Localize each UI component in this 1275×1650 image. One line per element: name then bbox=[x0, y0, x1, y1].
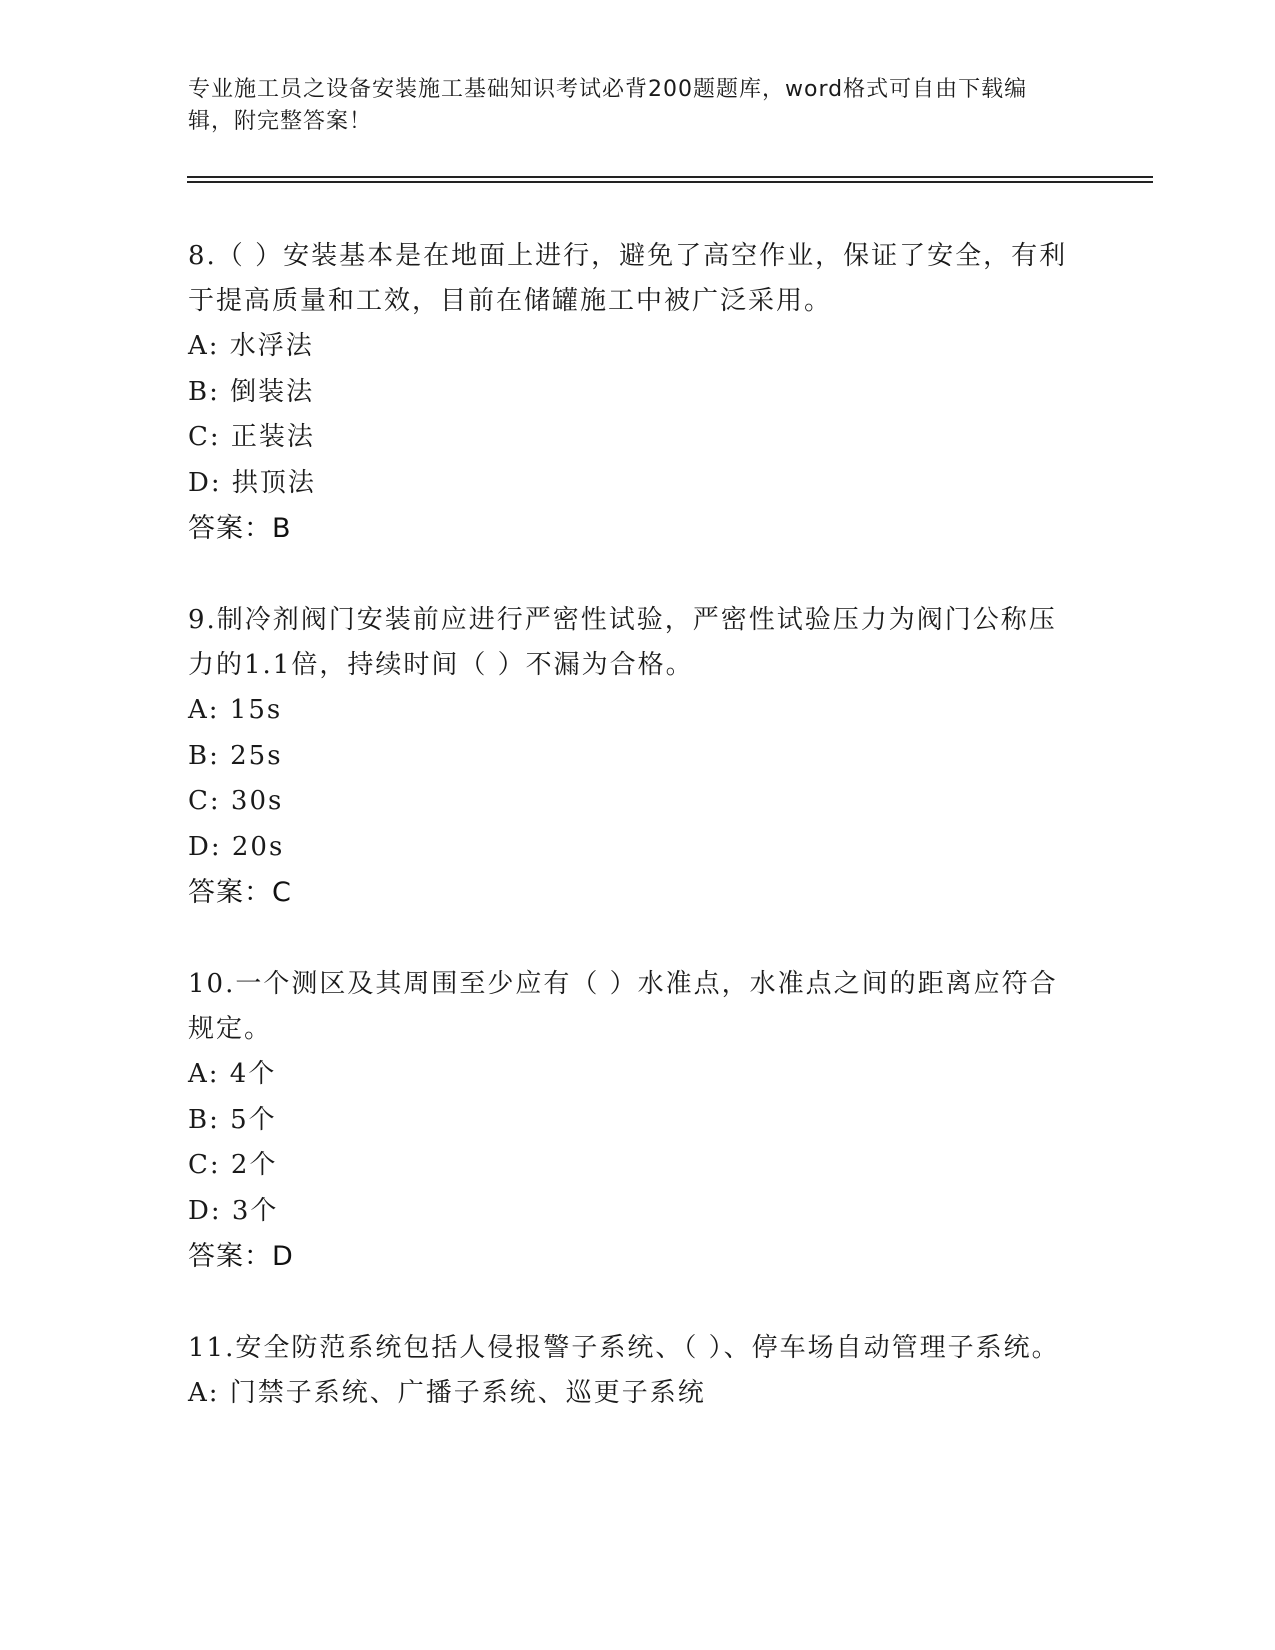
answer: 答案：D bbox=[188, 1241, 294, 1272]
question-text: 8.（ ）安装基本是在地面上进行，避免了高空作业，保证了安全，有利于提高质量和工效，目前在储罐施工中被广泛采用。 bbox=[188, 241, 1068, 316]
document-header bbox=[188, 74, 1068, 138]
question-9 bbox=[188, 598, 1068, 916]
option-a: A: 4个 bbox=[188, 1059, 277, 1089]
option-b: B: 5个 bbox=[188, 1104, 277, 1135]
option-c: C: 2个 bbox=[188, 1150, 278, 1180]
option-a: A: 门禁子系统、广播子系统、巡更子系统 bbox=[188, 1378, 706, 1408]
option-b: B: 倒装法 bbox=[188, 376, 315, 407]
question-text: 10.一个测区及其周围至少应有（ ）水准点，水准点之间的距离应符合规定。 bbox=[188, 969, 1058, 1044]
option-b: B: 25s bbox=[188, 740, 283, 771]
option-d: D: 20s bbox=[188, 831, 285, 862]
question-text: 11.安全防范系统包括人侵报警子系统、（ ）、停车场自动管理子系统。 bbox=[188, 1333, 1060, 1363]
option-d: D: 拱顶法 bbox=[188, 467, 316, 498]
option-a: A: 水浮法 bbox=[188, 331, 314, 361]
option-c: C: 30s bbox=[188, 786, 284, 816]
header-title: 专业施工员之设备安装施工基础知识考试必背200题题库，word格式可自由下载编辑，附完整答案！ bbox=[188, 77, 1028, 134]
answer: 答案：C bbox=[188, 877, 292, 908]
answer: 答案：B bbox=[188, 513, 292, 544]
option-a: A: 15s bbox=[188, 695, 283, 725]
question-text: 9.制冷剂阀门安装前应进行严密性试验，严密性试验压力为阀门公称压力的1.1倍，持续时间（ ）不漏为合格。 bbox=[188, 605, 1057, 680]
question-11 bbox=[188, 1326, 1068, 1417]
question-10 bbox=[188, 962, 1068, 1280]
question-8 bbox=[188, 234, 1068, 552]
option-c: C: 正装法 bbox=[188, 422, 315, 452]
header-divider-top bbox=[187, 176, 1153, 178]
option-d: D: 3个 bbox=[188, 1195, 279, 1226]
header-divider-bottom bbox=[187, 181, 1153, 183]
